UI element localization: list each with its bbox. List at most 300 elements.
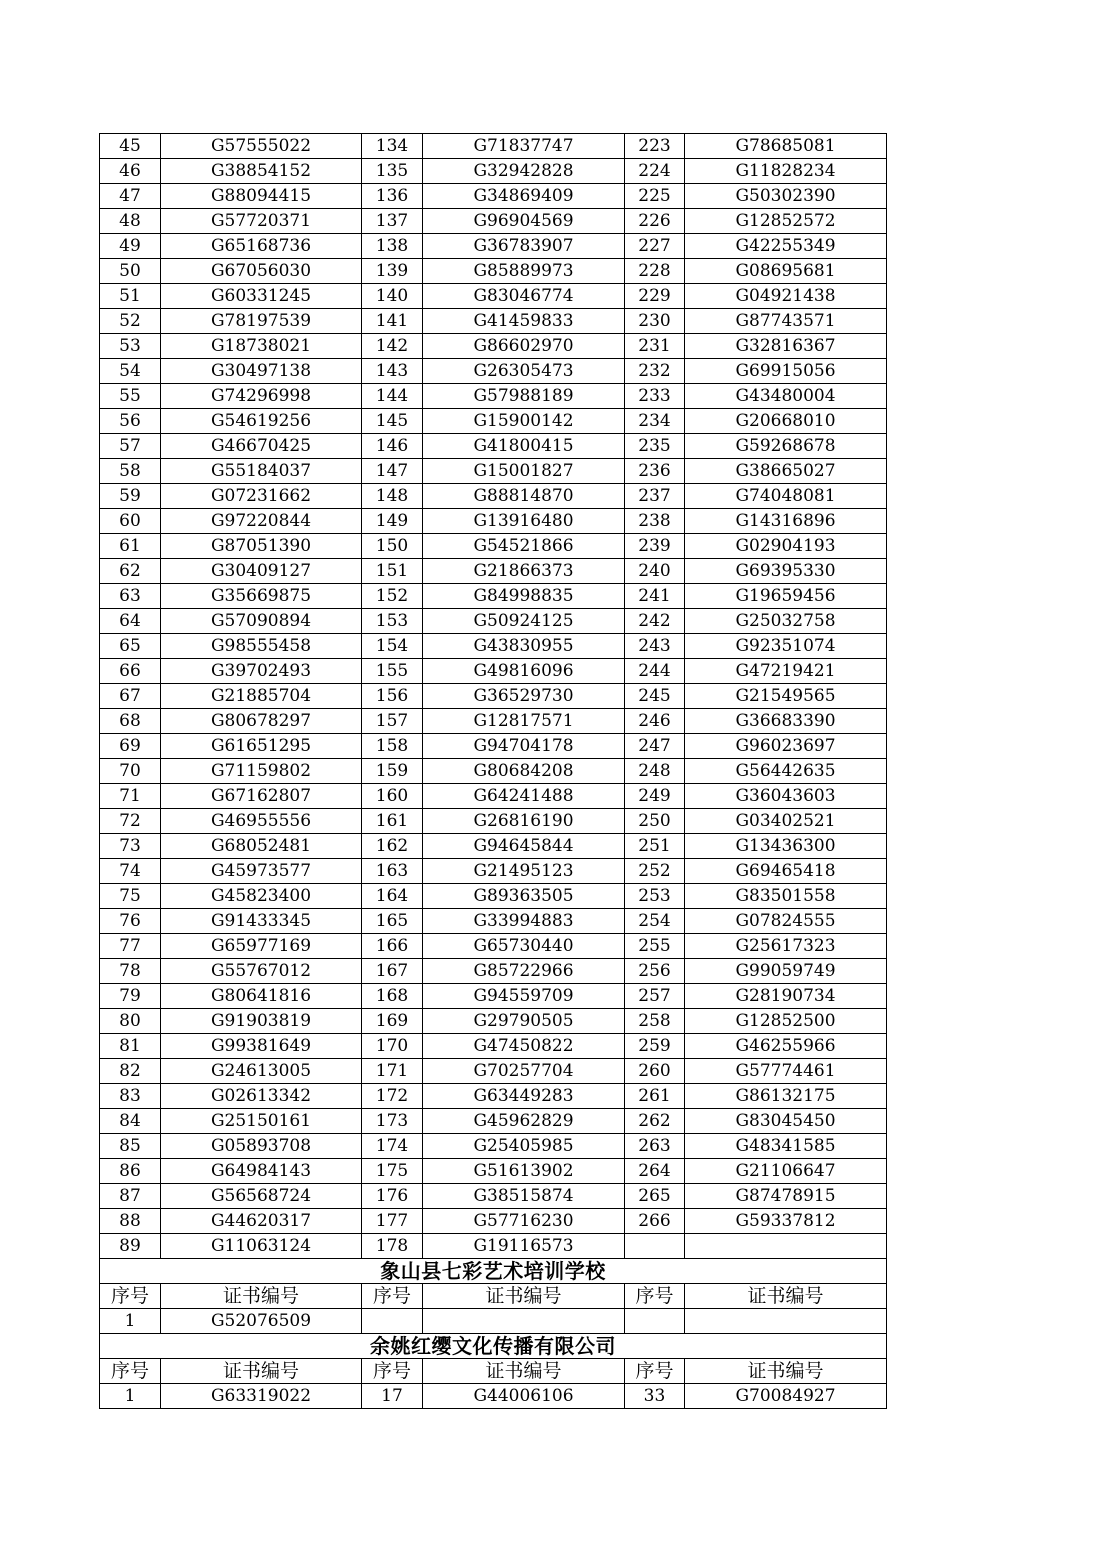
certificate-number-cell: G91433345	[161, 909, 362, 934]
certificate-number-cell: G29790505	[423, 1009, 625, 1034]
certificate-number-cell: G85889973	[423, 259, 625, 284]
certificate-number-cell: G85722966	[423, 959, 625, 984]
serial-number-cell: 228	[625, 259, 685, 284]
serial-number-cell: 247	[625, 734, 685, 759]
serial-number-cell: 230	[625, 309, 685, 334]
serial-number-cell: 254	[625, 909, 685, 934]
table-row	[100, 1184, 887, 1209]
serial-number-cell: 63	[100, 584, 161, 609]
serial-number-cell: 224	[625, 159, 685, 184]
certificate-number-cell: G83501558	[685, 884, 887, 909]
certificate-number-cell: G65168736	[161, 234, 362, 259]
certificate-number-cell: G94704178	[423, 734, 625, 759]
certificate-number-cell: G80641816	[161, 984, 362, 1009]
certificate-number-cell: G94559709	[423, 984, 625, 1009]
table-row	[100, 959, 887, 984]
serial-number-cell: 240	[625, 559, 685, 584]
table-row	[100, 359, 887, 384]
certificate-number-cell: G38515874	[423, 1184, 625, 1209]
certificate-number-cell: G61651295	[161, 734, 362, 759]
certificate-number-cell: G07824555	[685, 909, 887, 934]
serial-number-cell: 69	[100, 734, 161, 759]
certificate-number-cell: G99381649	[161, 1034, 362, 1059]
serial-number-cell: 73	[100, 834, 161, 859]
serial-number-cell: 231	[625, 334, 685, 359]
serial-number-cell: 135	[362, 159, 423, 184]
serial-number-cell: 241	[625, 584, 685, 609]
table-row	[100, 734, 887, 759]
serial-number-cell: 33	[625, 1384, 685, 1409]
certificate-number-cell: G88094415	[161, 184, 362, 209]
certificate-number-cell: G55184037	[161, 459, 362, 484]
serial-number-cell: 226	[625, 209, 685, 234]
serial-number-cell: 169	[362, 1009, 423, 1034]
serial-number-cell: 237	[625, 484, 685, 509]
serial-number-cell: 53	[100, 334, 161, 359]
table-row	[100, 1234, 887, 1259]
certificate-number-cell: G97220844	[161, 509, 362, 534]
serial-number-cell: 56	[100, 409, 161, 434]
certificate-number-cell: G05893708	[161, 1134, 362, 1159]
certificate-number-cell: G41800415	[423, 434, 625, 459]
table-row	[100, 1384, 887, 1409]
certificate-number-cell: G24613005	[161, 1059, 362, 1084]
table-row	[100, 934, 887, 959]
certificate-number-cell: G88814870	[423, 484, 625, 509]
serial-number-cell: 163	[362, 859, 423, 884]
certificate-number-cell: G47219421	[685, 659, 887, 684]
table-row	[100, 809, 887, 834]
serial-number-cell: 17	[362, 1384, 423, 1409]
serial-number-cell	[625, 1309, 685, 1334]
certificate-number-cell: G43480004	[685, 384, 887, 409]
certificate-number-cell: G86132175	[685, 1084, 887, 1109]
serial-number-cell: 225	[625, 184, 685, 209]
serial-number-cell: 173	[362, 1109, 423, 1134]
serial-number-cell: 250	[625, 809, 685, 834]
table-row	[100, 859, 887, 884]
serial-number-cell: 72	[100, 809, 161, 834]
serial-number-cell: 62	[100, 559, 161, 584]
table-row	[100, 559, 887, 584]
certificate-number-cell: 证书编号	[685, 1284, 887, 1309]
certificate-number-cell: G02904193	[685, 534, 887, 559]
certificate-number-cell: G83045450	[685, 1109, 887, 1134]
certificate-number-cell: G44006106	[423, 1384, 625, 1409]
table-row	[100, 1009, 887, 1034]
serial-number-cell: 66	[100, 659, 161, 684]
serial-number-cell: 256	[625, 959, 685, 984]
serial-number-cell	[362, 1309, 423, 1334]
serial-number-cell: 序号	[100, 1284, 161, 1309]
certificate-number-cell: G87478915	[685, 1184, 887, 1209]
serial-number-cell: 143	[362, 359, 423, 384]
serial-number-cell: 65	[100, 634, 161, 659]
serial-number-cell: 68	[100, 709, 161, 734]
table-row	[100, 584, 887, 609]
serial-number-cell: 64	[100, 609, 161, 634]
serial-number-cell: 164	[362, 884, 423, 909]
certificate-number-cell: G84998835	[423, 584, 625, 609]
certificate-number-cell: G57720371	[161, 209, 362, 234]
serial-number-cell: 175	[362, 1159, 423, 1184]
serial-number-cell: 242	[625, 609, 685, 634]
certificate-number-cell: G30497138	[161, 359, 362, 384]
certificate-number-cell: G38854152	[161, 159, 362, 184]
table-row	[100, 834, 887, 859]
serial-number-cell: 229	[625, 284, 685, 309]
certificate-number-cell: G91903819	[161, 1009, 362, 1034]
serial-number-cell: 236	[625, 459, 685, 484]
certificate-number-cell: G21885704	[161, 684, 362, 709]
certificate-number-cell: G70257704	[423, 1059, 625, 1084]
certificate-number-cell: G57774461	[685, 1059, 887, 1084]
serial-number-cell: 84	[100, 1109, 161, 1134]
certificate-number-cell: G11063124	[161, 1234, 362, 1259]
certificate-number-cell: G67162807	[161, 784, 362, 809]
section-title-row	[100, 1334, 887, 1359]
serial-number-cell: 266	[625, 1209, 685, 1234]
serial-number-cell: 87	[100, 1184, 161, 1209]
table-row	[100, 1084, 887, 1109]
table-row	[100, 184, 887, 209]
serial-number-cell: 138	[362, 234, 423, 259]
serial-number-cell: 75	[100, 884, 161, 909]
serial-number-cell: 251	[625, 834, 685, 859]
certificate-number-cell: G21106647	[685, 1159, 887, 1184]
serial-number-cell: 174	[362, 1134, 423, 1159]
certificate-number-cell: G96023697	[685, 734, 887, 759]
certificate-number-cell: G57716230	[423, 1209, 625, 1234]
certificate-number-cell: G45962829	[423, 1109, 625, 1134]
serial-number-cell: 153	[362, 609, 423, 634]
certificate-number-cell: G41459833	[423, 309, 625, 334]
certificate-number-cell: G08695681	[685, 259, 887, 284]
certificate-number-cell: G49816096	[423, 659, 625, 684]
serial-number-cell: 77	[100, 934, 161, 959]
serial-number-cell: 141	[362, 309, 423, 334]
serial-number-cell: 序号	[362, 1359, 423, 1384]
certificate-number-cell: G25032758	[685, 609, 887, 634]
certificate-number-cell: G65977169	[161, 934, 362, 959]
certificate-number-cell	[685, 1234, 887, 1259]
serial-number-cell: 150	[362, 534, 423, 559]
table-row	[100, 434, 887, 459]
serial-number-cell: 序号	[362, 1284, 423, 1309]
certificate-number-cell: G36043603	[685, 784, 887, 809]
certificate-number-cell: G69395330	[685, 559, 887, 584]
certificate-number-cell: G87051390	[161, 534, 362, 559]
table-row	[100, 684, 887, 709]
serial-number-cell: 144	[362, 384, 423, 409]
table-row	[100, 1109, 887, 1134]
serial-number-cell: 259	[625, 1034, 685, 1059]
serial-number-cell: 255	[625, 934, 685, 959]
serial-number-cell: 158	[362, 734, 423, 759]
serial-number-cell: 147	[362, 459, 423, 484]
certificate-number-cell: G21549565	[685, 684, 887, 709]
certificate-number-cell: G02613342	[161, 1084, 362, 1109]
header-row	[100, 1284, 887, 1309]
serial-number-cell: 145	[362, 409, 423, 434]
certificate-number-cell: G64984143	[161, 1159, 362, 1184]
serial-number-cell: 76	[100, 909, 161, 934]
serial-number-cell: 140	[362, 284, 423, 309]
certificate-number-cell: G71837747	[423, 134, 625, 159]
certificate-number-cell: G64241488	[423, 784, 625, 809]
serial-number-cell: 序号	[100, 1359, 161, 1384]
certificate-number-cell: G18738021	[161, 334, 362, 359]
serial-number-cell: 55	[100, 384, 161, 409]
serial-number-cell: 235	[625, 434, 685, 459]
serial-number-cell: 238	[625, 509, 685, 534]
certificate-number-cell: G25150161	[161, 1109, 362, 1134]
serial-number-cell: 165	[362, 909, 423, 934]
certificate-number-cell: G63449283	[423, 1084, 625, 1109]
certificate-number-cell: G51613902	[423, 1159, 625, 1184]
table-row	[100, 259, 887, 284]
certificate-number-cell: 证书编号	[161, 1359, 362, 1384]
serial-number-cell: 234	[625, 409, 685, 434]
certificate-number-cell: G86602970	[423, 334, 625, 359]
serial-number-cell: 85	[100, 1134, 161, 1159]
serial-number-cell: 172	[362, 1084, 423, 1109]
certificate-number-cell: G94645844	[423, 834, 625, 859]
certificate-number-cell: G25405985	[423, 1134, 625, 1159]
certificate-table-body	[100, 134, 887, 1409]
certificate-number-cell: G21495123	[423, 859, 625, 884]
certificate-number-cell: G83046774	[423, 284, 625, 309]
table-row	[100, 234, 887, 259]
certificate-number-cell: G59268678	[685, 434, 887, 459]
table-row	[100, 984, 887, 1009]
table-row	[100, 659, 887, 684]
certificate-number-cell: 证书编号	[423, 1284, 625, 1309]
certificate-number-cell: G13916480	[423, 509, 625, 534]
serial-number-cell: 260	[625, 1059, 685, 1084]
serial-number-cell: 82	[100, 1059, 161, 1084]
serial-number-cell: 166	[362, 934, 423, 959]
certificate-number-cell: G50302390	[685, 184, 887, 209]
table-row	[100, 134, 887, 159]
certificate-number-cell: G20668010	[685, 409, 887, 434]
serial-number-cell: 227	[625, 234, 685, 259]
serial-number-cell: 157	[362, 709, 423, 734]
serial-number-cell: 139	[362, 259, 423, 284]
serial-number-cell: 48	[100, 209, 161, 234]
certificate-number-cell: G59337812	[685, 1209, 887, 1234]
serial-number-cell: 86	[100, 1159, 161, 1184]
serial-number-cell: 265	[625, 1184, 685, 1209]
serial-number-cell	[625, 1234, 685, 1259]
certificate-number-cell: G80678297	[161, 709, 362, 734]
certificate-number-cell: G26816190	[423, 809, 625, 834]
serial-number-cell: 51	[100, 284, 161, 309]
serial-number-cell: 249	[625, 784, 685, 809]
certificate-number-cell: G32816367	[685, 334, 887, 359]
header-row	[100, 1359, 887, 1384]
certificate-number-cell: G25617323	[685, 934, 887, 959]
serial-number-cell: 261	[625, 1084, 685, 1109]
certificate-number-cell: G03402521	[685, 809, 887, 834]
table-row	[100, 1134, 887, 1159]
certificate-number-cell: G13436300	[685, 834, 887, 859]
serial-number-cell: 1	[100, 1309, 161, 1334]
serial-number-cell: 170	[362, 1034, 423, 1059]
table-row	[100, 884, 887, 909]
serial-number-cell: 52	[100, 309, 161, 334]
certificate-number-cell: G15900142	[423, 409, 625, 434]
table-row	[100, 209, 887, 234]
serial-number-cell: 248	[625, 759, 685, 784]
certificate-number-cell: G45973577	[161, 859, 362, 884]
serial-number-cell: 57	[100, 434, 161, 459]
serial-number-cell: 160	[362, 784, 423, 809]
certificate-number-cell: G36783907	[423, 234, 625, 259]
serial-number-cell: 1	[100, 1384, 161, 1409]
table-row	[100, 609, 887, 634]
certificate-number-cell: G89363505	[423, 884, 625, 909]
serial-number-cell: 47	[100, 184, 161, 209]
serial-number-cell: 168	[362, 984, 423, 1009]
certificate-number-cell: G99059749	[685, 959, 887, 984]
certificate-number-cell: G54619256	[161, 409, 362, 434]
certificate-number-cell: G42255349	[685, 234, 887, 259]
serial-number-cell: 46	[100, 159, 161, 184]
serial-number-cell: 156	[362, 684, 423, 709]
serial-number-cell: 50	[100, 259, 161, 284]
certificate-number-cell: G12852572	[685, 209, 887, 234]
certificate-number-cell: G52076509	[161, 1309, 362, 1334]
serial-number-cell: 257	[625, 984, 685, 1009]
certificate-number-cell: G07231662	[161, 484, 362, 509]
serial-number-cell: 89	[100, 1234, 161, 1259]
serial-number-cell: 176	[362, 1184, 423, 1209]
serial-number-cell: 序号	[625, 1284, 685, 1309]
certificate-number-cell: G19659456	[685, 584, 887, 609]
serial-number-cell: 162	[362, 834, 423, 859]
table-row	[100, 909, 887, 934]
serial-number-cell: 148	[362, 484, 423, 509]
serial-number-cell: 167	[362, 959, 423, 984]
certificate-number-cell: G43830955	[423, 634, 625, 659]
section-title-row	[100, 1259, 887, 1284]
serial-number-cell: 233	[625, 384, 685, 409]
serial-number-cell: 78	[100, 959, 161, 984]
table-row	[100, 1209, 887, 1234]
serial-number-cell: 263	[625, 1134, 685, 1159]
certificate-number-cell: G71159802	[161, 759, 362, 784]
serial-number-cell: 49	[100, 234, 161, 259]
certificate-number-cell: G48341585	[685, 1134, 887, 1159]
serial-number-cell: 252	[625, 859, 685, 884]
serial-number-cell: 232	[625, 359, 685, 384]
certificate-number-cell: G69465418	[685, 859, 887, 884]
serial-number-cell: 45	[100, 134, 161, 159]
serial-number-cell: 262	[625, 1109, 685, 1134]
certificate-number-cell: G69915056	[685, 359, 887, 384]
serial-number-cell: 88	[100, 1209, 161, 1234]
certificate-number-cell: G28190734	[685, 984, 887, 1009]
table-row	[100, 309, 887, 334]
certificate-number-cell: G57555022	[161, 134, 362, 159]
table-row	[100, 784, 887, 809]
certificate-number-cell: G50924125	[423, 609, 625, 634]
certificate-number-cell: G54521866	[423, 534, 625, 559]
certificate-number-cell: 证书编号	[161, 1284, 362, 1309]
certificate-number-cell: G60331245	[161, 284, 362, 309]
certificate-number-cell: G46255966	[685, 1034, 887, 1059]
section-title: 余姚红缨文化传播有限公司	[100, 1334, 887, 1359]
serial-number-cell: 161	[362, 809, 423, 834]
certificate-number-cell: G70084927	[685, 1384, 887, 1409]
certificate-table	[99, 133, 887, 1409]
certificate-number-cell: G92351074	[685, 634, 887, 659]
serial-number-cell: 137	[362, 209, 423, 234]
certificate-number-cell: G56442635	[685, 759, 887, 784]
table-row	[100, 334, 887, 359]
serial-number-cell: 83	[100, 1084, 161, 1109]
serial-number-cell: 54	[100, 359, 161, 384]
serial-number-cell: 223	[625, 134, 685, 159]
certificate-number-cell: G34869409	[423, 184, 625, 209]
certificate-number-cell	[685, 1309, 887, 1334]
table-row	[100, 1059, 887, 1084]
certificate-number-cell: G04921438	[685, 284, 887, 309]
certificate-number-cell: G57988189	[423, 384, 625, 409]
certificate-number-cell: G19116573	[423, 1234, 625, 1259]
table-row	[100, 409, 887, 434]
certificate-number-cell: G30409127	[161, 559, 362, 584]
table-row	[100, 459, 887, 484]
serial-number-cell: 142	[362, 334, 423, 359]
serial-number-cell: 149	[362, 509, 423, 534]
serial-number-cell: 159	[362, 759, 423, 784]
table-row	[100, 159, 887, 184]
serial-number-cell: 79	[100, 984, 161, 1009]
certificate-number-cell: G12817571	[423, 709, 625, 734]
serial-number-cell: 245	[625, 684, 685, 709]
certificate-number-cell: G39702493	[161, 659, 362, 684]
serial-number-cell: 序号	[625, 1359, 685, 1384]
certificate-number-cell: G63319022	[161, 1384, 362, 1409]
certificate-number-cell: G26305473	[423, 359, 625, 384]
table-row	[100, 384, 887, 409]
certificate-number-cell: G80684208	[423, 759, 625, 784]
serial-number-cell: 151	[362, 559, 423, 584]
certificate-number-cell: G78197539	[161, 309, 362, 334]
serial-number-cell: 154	[362, 634, 423, 659]
certificate-number-cell: G15001827	[423, 459, 625, 484]
table-row	[100, 284, 887, 309]
certificate-number-cell: G11828234	[685, 159, 887, 184]
certificate-number-cell: G67056030	[161, 259, 362, 284]
table-row	[100, 534, 887, 559]
certificate-number-cell: G14316896	[685, 509, 887, 534]
serial-number-cell: 152	[362, 584, 423, 609]
certificate-number-cell: G74296998	[161, 384, 362, 409]
serial-number-cell: 61	[100, 534, 161, 559]
certificate-number-cell: G45823400	[161, 884, 362, 909]
certificate-number-cell: G78685081	[685, 134, 887, 159]
certificate-number-cell: G32942828	[423, 159, 625, 184]
certificate-number-cell: G44620317	[161, 1209, 362, 1234]
certificate-number-cell: G36683390	[685, 709, 887, 734]
certificate-number-cell: G46670425	[161, 434, 362, 459]
certificate-number-cell: 证书编号	[423, 1359, 625, 1384]
certificate-number-cell: 证书编号	[685, 1359, 887, 1384]
certificate-number-cell: G55767012	[161, 959, 362, 984]
